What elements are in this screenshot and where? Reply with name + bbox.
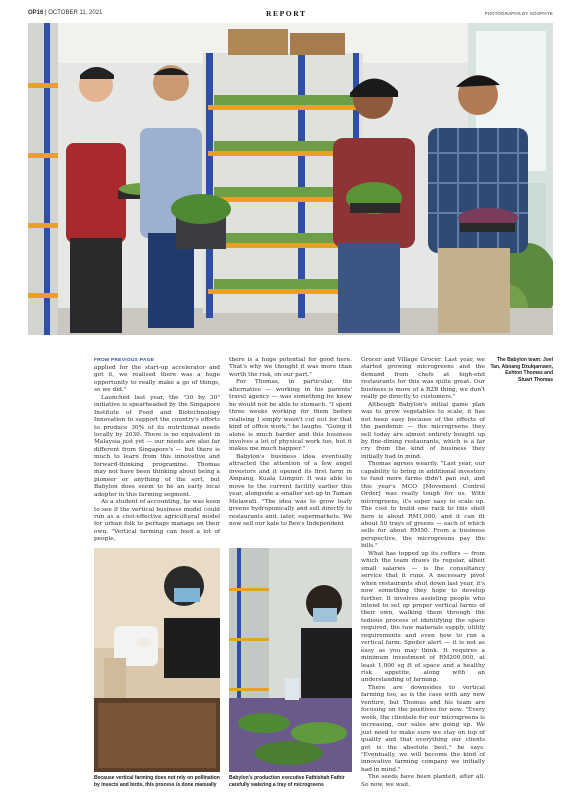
issue-date: OCTOBER 11, 2021 [48,10,103,16]
meta-separator: | [45,10,47,16]
pollination-photo [94,548,220,772]
paragraph: applied for the start-up accelerator and got it, we realised there was a huge opportunity to really make a go of things, so we did." [94,364,220,394]
paragraph: Launched last year, the "30 by 30" initiative is spearheaded by the Singapore Institute of Food and Biotechnology Innovation to support the country's efforts to produce 30% of its nutritional needs locally by 2030. There is no equivalent in Malaysia just yet — our needs are also far different from Singapore's — but there is much to learn from this innovative and forward-thinking programme. Thomas may not have been thinking about being a pioneer or anything of the sort, but Babylon does seem to be an early local adopter in this farming segment. [94,394,220,498]
pollination-photo-illustration [94,548,220,772]
page-code: OP16 [28,10,44,16]
hero-photo [28,23,553,335]
continued-kicker: FROM PREVIOUS PAGE [94,358,155,363]
article-column-3 [361,357,485,789]
watering-photo [229,548,352,772]
watering-photo-caption: Babylon's production executive Fathishah Fathir carefully watering a tray of microgreens [229,775,345,788]
pollination-photo-caption: Because vertical farming does not rely on pollination by insects and birds, this process is done manually [94,775,220,788]
paragraph: Thomas agrees wearily. "Last year, our capability to bring in additional investors to fund more farms didn't pan out, and this year's MCO [Movement Control Order] was really tough for us. With microgreens, it's super easy to scale up. The cost to build one rack to this shelf here is about RM1,000, and it can fit about 50 trays of greens — each of which sells for about RM50. From a business perspective, the microgreens pay the bills." [361,461,485,550]
hero-caption: The Babylon team: Joel Tan, Aboang Dzulqarnaen, Eshton Thomas and Stuart Thomas [490,357,553,383]
page-header [28,10,553,22]
paragraph: As a student of accounting, he was keen to see if the vertical business model could run as a cost-effective agricultural model for urban folk to perhaps manage on their own. "Vertical farming can feed a lot of people, [94,499,220,543]
article-column-1 [94,357,220,544]
page-meta [28,10,102,16]
paragraph: What has topped up its coffers — from which the team draws its regular, albeit small salaries — is the consultancy service that it runs. A necessary pivot when restaurants shut down last year, it's now something they hope to develop further. It involves assisting people who intend to set up proper vertical farms of their own, walking them through the tedious process of identifying the space required, the raw materials supply, utility requirements and even how to run a vertical farm. Spoiler alert — it is not as easy as you may think. It requires a minimum investment of RM200,000, at least 1,000 sq ft of space and a healthy risk appetite, along with an understanding of farming. [361,550,485,684]
paragraph: Babylon's business idea eventually attracted the attention of a few angel investors and it opened its first farm in Ampang, Kuala Lumpur. It was able to move to the current facility earlier this year, alongside a smaller set-up in Taman Melawati. "The idea was to grow leafy greens hydroponically and sell directly to restaurants and, later, supermarkets. We now sell our kale to Ben's Independent [229,453,352,527]
paragraph: Although Babylon's initial game plan was to grow vegetables to scale, it has not been easy because of the effects of the pandemic — the microgreens they sell today are almost entirely bought up by fine-dining restaurants, which is a far cry from the kind of business they initially had in mind. [361,401,485,460]
article-column-2 [229,357,352,528]
paragraph: The seeds have been planted, after all. So now, we wait. [361,774,485,788]
paragraph: There are downsides to vertical farming too, as is the case with any new venture, but Thomas and his team are focusing on the positives for now. "Every week, the clientele for our microgreens is increasing, our sales are going up. We just need to make sure we stay on top of quality and that everything our clients get is the absolute best," he says. "Eventually, we will become the kind of innovative farming company we initially had in mind." [361,684,485,773]
paragraph: there is a huge potential for good here. That's why we thought it was more than worth the risk, on our part." [229,357,352,378]
watering-photo-illustration [229,548,352,772]
photo-credit: PHOTOGRAPHS BY SOOPHYE [484,11,553,16]
section-title: REPORT [266,9,307,18]
paragraph: Grocer and Village Grocer. Last year, we started growing microgreens and the demand from chefs at high-end restaurants for this was quite great. Our business is more of a B2B thing, we don't really go directly to customers." [361,357,485,401]
paragraph: For Thomas, in particular, the alternative — working in his parents' travel agency — was something he knew he would not be able to stomach. "I spent three weeks working for them before realising I simply wasn't cut out for that kind of office work," he laughs. "Going it alone is much harder and this business involves a lot of physical work too, but it makes me much happier." [229,379,352,453]
team-photo-illustration [28,23,553,335]
